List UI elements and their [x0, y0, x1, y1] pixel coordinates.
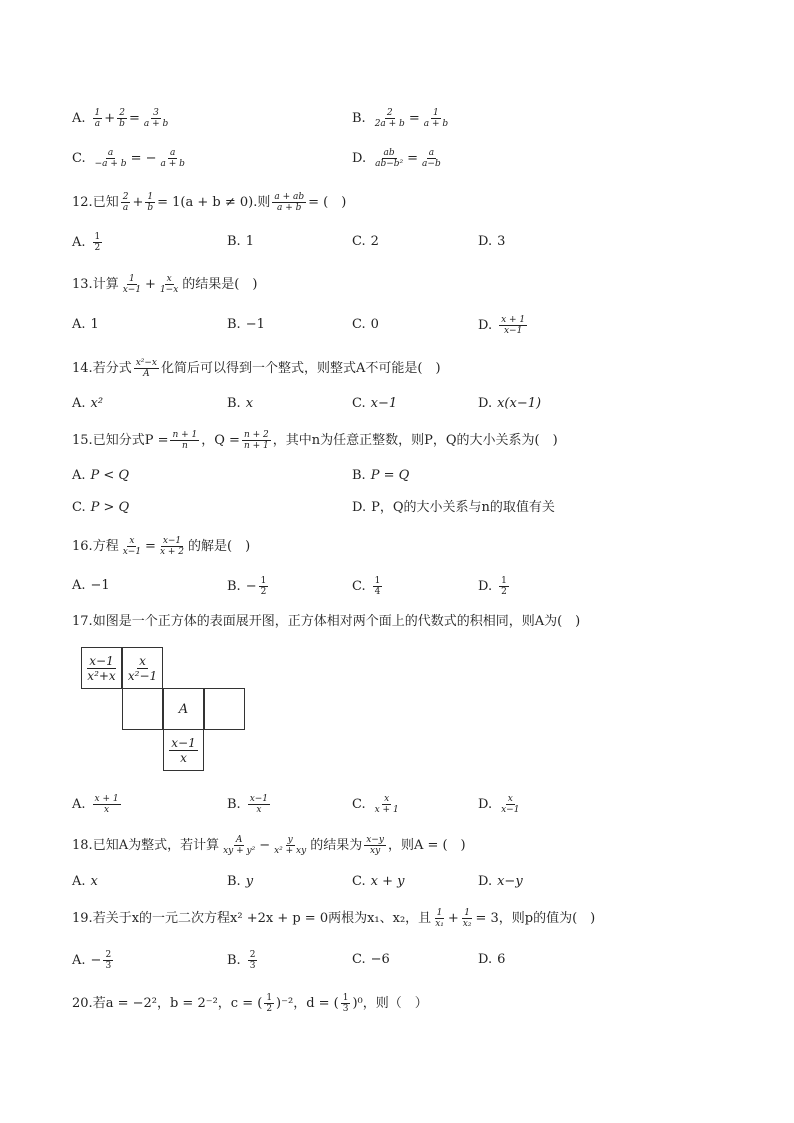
net-cell-5 [204, 688, 245, 730]
q12-option-b[interactable] [227, 232, 254, 252]
stem-text: 的解是( ) [188, 538, 251, 554]
option-label: D. [478, 874, 493, 889]
q15-option-a[interactable] [72, 466, 129, 486]
option-value: x−1 [370, 396, 398, 411]
fraction: 1 2 [501, 576, 507, 597]
q16-stem [72, 536, 250, 557]
fraction: $\frac{a}{a-b}$ [422, 148, 441, 169]
fraction: x−y xy [366, 835, 384, 856]
stem-text: 化简后可以得到一个整式，则整式A不可能是( ) [161, 360, 441, 376]
q16-option-a[interactable] [72, 576, 110, 596]
option-value: x−y [497, 874, 523, 889]
operator: = [407, 150, 419, 166]
option-value: 1 [90, 317, 99, 332]
q19-option-c[interactable] [352, 950, 390, 970]
option-value: P > Q [90, 500, 130, 515]
fraction: 2 a [122, 192, 129, 213]
stem-text: 方程 [92, 538, 119, 554]
q14-option-b[interactable] [227, 394, 253, 414]
operator: = [128, 110, 140, 126]
stem-text: 的结果是( ) [182, 276, 258, 292]
option-label: B. [227, 234, 241, 249]
option-value: x² [90, 396, 104, 411]
stem-text: 若a = −2²，b = 2⁻²，c = ( [92, 995, 263, 1011]
fraction: $\frac{1}{2}$ [260, 576, 267, 597]
option-value: −6 [370, 952, 390, 967]
stem-text: 已知A为整式，若计算 [92, 837, 220, 853]
stem-text: 已知 [92, 194, 119, 210]
q12-option-a[interactable] [72, 232, 104, 253]
q12-option-d[interactable] [478, 232, 505, 252]
option-value: P < Q [90, 468, 130, 483]
question-number: 13. [72, 276, 93, 292]
fraction: x x−1 [501, 794, 520, 815]
option-label: A. [72, 396, 86, 411]
fraction: $\frac{x}{1-x}$ [159, 274, 179, 295]
question-number: 16. [72, 538, 93, 554]
q14-stem [72, 358, 441, 379]
question-number: 19. [72, 910, 93, 926]
fraction: 1 3 [342, 993, 349, 1014]
option-value: P = Q [370, 468, 410, 483]
option-label: C. [352, 796, 366, 812]
option-label: C. [352, 317, 366, 332]
option-label: C. [352, 396, 366, 411]
q17-option-d[interactable] [478, 794, 523, 815]
fraction: 1 a [94, 108, 101, 129]
stem-text: 已知分式P = [92, 432, 169, 448]
fraction: $\frac{y}{\text{x² + xy}}$ [274, 835, 307, 856]
fraction: x + 1 x−1 [501, 315, 526, 336]
option-label: D. [478, 317, 493, 333]
option-label: A. [72, 468, 86, 483]
fraction: $\frac{ab}{\text{ab−b²}}$ [375, 148, 404, 169]
option-value: 3 [497, 234, 506, 249]
q19-option-d[interactable] [478, 950, 505, 970]
fraction: $\frac{a}{a + b}$ [160, 148, 185, 169]
q19-stem [72, 908, 595, 929]
operator: = [145, 538, 156, 554]
option-value: x + y [370, 874, 405, 889]
option-label: A. [72, 952, 86, 968]
option-value: 0 [370, 317, 379, 332]
fraction: A xy + y² [223, 835, 256, 856]
stem-text: = 3，则p的值为( ) [475, 910, 596, 926]
stem-text: = 1(a + b ≠ 0).则 [157, 194, 271, 210]
stem-text: )⁻²，d = ( [276, 995, 339, 1011]
option-value: x(x−1) [497, 396, 542, 411]
option-value: x [245, 396, 254, 411]
question-number: 20. [72, 995, 93, 1011]
fraction: 1 2 [94, 232, 101, 253]
fraction: x + 1 x [94, 794, 119, 815]
operator: + [132, 194, 144, 210]
stem-text: ，Q = [201, 432, 240, 448]
fraction: $\frac{1}{\text{x₂}}$ [462, 908, 472, 929]
option-value: −1 [90, 578, 110, 593]
stem-text: 计算 [92, 276, 119, 292]
q19-option-b[interactable] [227, 950, 259, 971]
operator: = − [130, 150, 157, 166]
fraction: 1 x₁ [435, 908, 444, 929]
net-cell-3 [122, 688, 163, 730]
q17-option-a[interactable] [72, 794, 123, 815]
q18-option-d[interactable] [478, 872, 523, 892]
operator: = [408, 110, 420, 126]
stem-text: ，则A = ( ) [387, 837, 466, 853]
fraction: $\frac{n + 1}{n}$ [172, 430, 198, 451]
q11-option-b[interactable] [352, 108, 452, 129]
option-value: −1 [245, 317, 265, 332]
question-number: 17. [72, 614, 93, 629]
option-value: x [90, 874, 98, 889]
q19-option-a[interactable] [72, 950, 115, 971]
q14-option-d[interactable] [478, 394, 541, 414]
q17-stem [72, 612, 580, 632]
q18-option-b[interactable] [227, 872, 253, 892]
option-label: D. [478, 396, 493, 411]
fraction: 1 x−1 [122, 274, 142, 295]
question-number: 18. [72, 837, 93, 853]
option-label: B. [227, 796, 241, 812]
operator: − [259, 837, 271, 853]
fraction: $\frac{n + 2}{n + 1}$ [243, 430, 269, 451]
option-label: C. [352, 952, 366, 967]
option-value: P，Q的大小关系与n的取值有关 [371, 500, 555, 515]
q12-stem [72, 192, 346, 213]
fraction: 1 2 [266, 993, 273, 1014]
option-label: C. [352, 234, 366, 249]
fraction: 2 3 [249, 950, 256, 971]
q17-option-c[interactable] [352, 794, 403, 815]
option-label: C. [352, 578, 366, 594]
question-number: 12. [72, 194, 93, 210]
operator: + [447, 910, 459, 926]
q11-option-c[interactable] [72, 148, 189, 169]
stem-text: ，其中n为任意正整数，则P，Q的大小关系为( ) [272, 432, 558, 448]
fraction: $\frac{1}{a + b}$ [423, 108, 449, 129]
fraction: $\frac{x-1}{x + 2}$ [159, 536, 185, 557]
option-label: A. [72, 234, 86, 250]
q18-stem [72, 835, 466, 856]
option-label: A. [72, 317, 86, 332]
fraction: $\frac{2}{3}$ [105, 950, 112, 971]
fraction: $\frac{3}{a + b}$ [143, 108, 169, 129]
q14-option-c[interactable] [352, 394, 397, 414]
option-label: B. [227, 396, 241, 411]
q13-option-d[interactable] [478, 315, 529, 336]
option-label: A. [72, 874, 86, 889]
option-label: C. [72, 150, 86, 166]
stem-text: )⁰，则（ ） [352, 995, 428, 1011]
fraction: 1 4 [374, 576, 381, 597]
stem-text: 若关于x的一元二次方程x² +2x + p = 0两根为x₁、x₂，且 [92, 910, 432, 926]
option-value: 6 [497, 952, 506, 967]
net-cell-6: x−1 x [163, 729, 204, 771]
operator: + [104, 110, 116, 126]
net-cell-2: x x²−1 [122, 647, 163, 689]
fraction: x−1 x [249, 794, 269, 815]
fraction: $\frac{2}{2a + b}$ [374, 108, 405, 129]
stem-text: = ( ) [308, 194, 347, 210]
q13-stem [72, 274, 257, 295]
fraction: $\frac{a + ab}{a + b}$ [274, 192, 305, 213]
option-label: D. [478, 796, 493, 812]
stem-text: 如图是一个正方体的表面展开图，正方体相对两个面上的代数式的积相同，则A为( ) [92, 614, 581, 629]
question-number: 14. [72, 360, 93, 376]
option-value: 2 [370, 234, 379, 249]
option-value: y [245, 874, 254, 889]
fraction: $\frac{a}{-a + b}$ [94, 148, 127, 169]
option-label: C. [72, 500, 86, 515]
option-value: 1 [245, 234, 254, 249]
q16-option-c[interactable] [352, 576, 384, 597]
option-label: B. [227, 874, 241, 889]
q17-option-b[interactable] [227, 794, 272, 815]
net-cell-a: A [163, 688, 204, 730]
stem-text: 若分式 [92, 360, 132, 376]
option-label: D. [352, 150, 367, 166]
sign: − [90, 952, 102, 968]
q12-option-c[interactable] [352, 232, 379, 252]
fraction: $\frac{1}{b}$ [147, 192, 154, 213]
stem-text: 的结果为 [310, 837, 363, 853]
option-label: B. [352, 468, 366, 483]
q16-option-b[interactable] [227, 576, 270, 597]
option-label: D. [478, 578, 493, 594]
q13-option-c[interactable] [352, 315, 379, 335]
q15-option-b[interactable] [352, 466, 409, 486]
option-label: A. [72, 110, 86, 126]
fraction: x²−x A [135, 358, 158, 379]
fraction: $\frac{x}{x-1}$ [122, 536, 142, 557]
option-label: B. [227, 952, 241, 968]
q15-option-d[interactable] [352, 498, 555, 518]
net-cell-1: x−1 x²+x [81, 647, 122, 689]
q13-option-b[interactable] [227, 315, 265, 335]
fraction: $\frac{2}{b}$ [119, 108, 125, 129]
q13-option-a[interactable] [72, 315, 99, 335]
option-label: D. [352, 500, 367, 515]
q20-stem [72, 993, 428, 1014]
q18-option-a[interactable] [72, 872, 98, 892]
sign: − [245, 578, 257, 594]
q16-option-d[interactable] [478, 576, 511, 597]
option-label: D. [478, 234, 493, 249]
q11-option-a[interactable] [72, 108, 172, 129]
operator: + [145, 276, 156, 292]
option-label: D. [478, 952, 493, 967]
option-label: B. [227, 317, 241, 332]
q14-option-a[interactable] [72, 394, 103, 414]
q15-option-c[interactable] [72, 498, 129, 518]
option-label: A. [72, 578, 86, 593]
q15-stem [72, 430, 558, 451]
question-number: 15. [72, 432, 93, 448]
q18-option-c[interactable] [352, 872, 404, 892]
option-label: A. [72, 796, 86, 812]
q11-option-d[interactable] [352, 148, 445, 169]
option-label: C. [352, 874, 366, 889]
option-label: B. [227, 578, 241, 594]
fraction: x x + 1 [374, 794, 399, 815]
option-label: B. [352, 110, 366, 126]
